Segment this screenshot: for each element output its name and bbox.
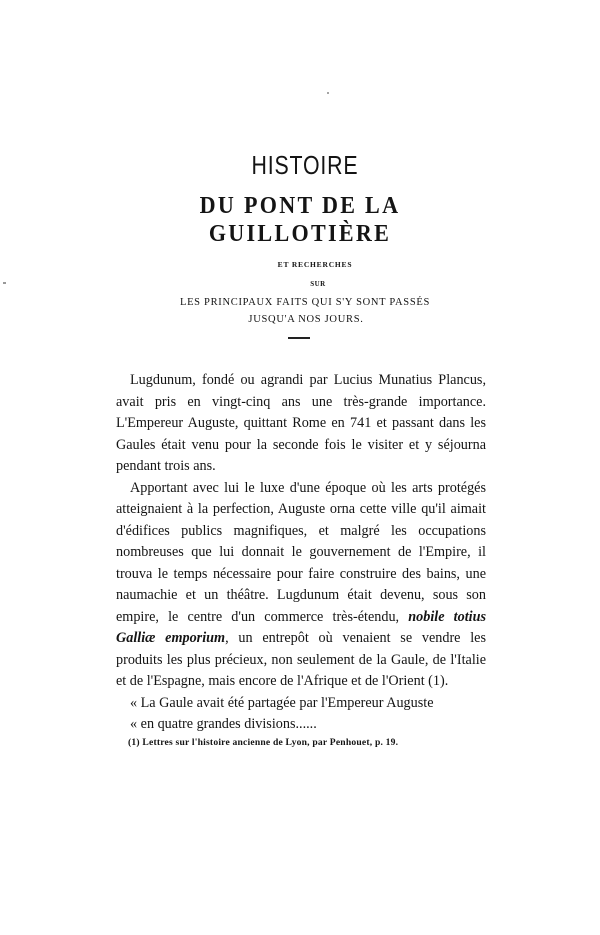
subtitle-connector: ET RECHERCHES — [277, 260, 353, 269]
paragraph: « en quatre grandes divisions...... — [130, 716, 317, 732]
title-histoire: HISTOIRE — [251, 150, 359, 180]
latin-phrase: nobile totius Galliæ emporium — [116, 608, 486, 646]
body-text — [116, 370, 486, 736]
title-main: DU PONT DE LA GUILLOTIÈRE — [199, 193, 401, 247]
paper-speck — [3, 282, 6, 284]
subtitle-line: JUSQU'A NOS JOURS. — [248, 314, 364, 325]
paragraph — [116, 478, 486, 693]
section-divider — [288, 337, 310, 339]
title-block — [90, 150, 510, 327]
subtitle-line: LES PRINCIPAUX FAITS QUI S'Y SONT PASSÉS — [179, 297, 431, 308]
paper-speck — [327, 92, 329, 94]
paragraph: Lugdunum, fondé ou agrandi par Lucius Munatius Plancus, avait pris en vingt-cinq ans une très-grande importance. L'Empereur Auguste, quittant Rome en 741 et passant dans les Gaules était venu pour la seconde fois le visiter et y séjourna pendant trois ans. — [116, 372, 486, 474]
paragraph-text: , un entrepôt où venaient se vendre les produits les plus précieux, non seulement de la Gaule, de l'Italie et de l'Espagne, mais encore de l'Afrique et de l'Orient (1). — [116, 630, 486, 689]
footnote: (1) Lettres sur l'histoire ancienne de Lyon, par Penhouet, p. 19. — [128, 737, 399, 748]
subtitle-connector: SUR — [310, 280, 326, 288]
paragraph: « La Gaule avait été partagée par l'Empereur Auguste — [130, 694, 434, 711]
paragraph-text: Apportant avec lui le luxe d'une époque où les arts protégés atteignaient à la perfection, Auguste orna cette ville qu'il aimait d'édifices publics magnifiques, et malgré les occupations nombreuses que lui donnait le gouvernement de l'Empire, il trouva le temps nécessaire pour faire construire des bains, une naumachie et un théâtre. Lugdunum était devenu, sous son empire, le centre d'un commerce très-étendu, — [116, 479, 486, 625]
